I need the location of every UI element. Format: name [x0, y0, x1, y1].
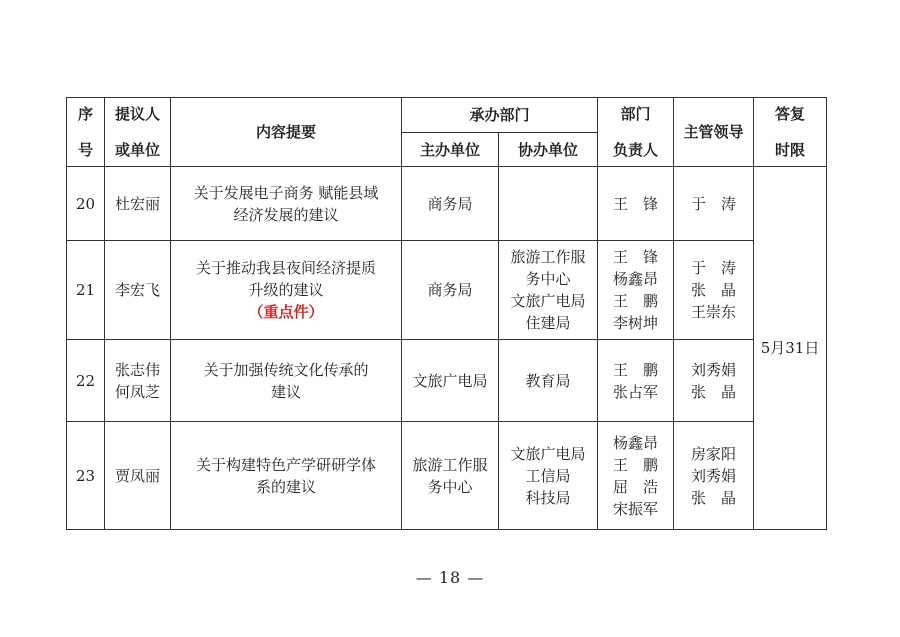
row-number: 23	[67, 422, 105, 530]
dept-head-cell: 王 锋 杨鑫昂 王 鹏 李树坤	[598, 241, 674, 340]
dept-head-cell: 王 鹏 张占军	[598, 340, 674, 422]
dept-head-cell: 杨鑫昂 王 鹏 屈 浩 宋振军	[598, 422, 674, 530]
content-cell: 关于推动我县夜间经济提质 升级的建议 （重点件）	[171, 241, 402, 340]
proposer-cell: 贾凤丽	[105, 422, 171, 530]
table-row	[67, 167, 827, 241]
key-item-badge: （重点件）	[248, 303, 324, 321]
header-reply-deadline: 答复 时限	[754, 98, 827, 167]
table-row	[67, 422, 827, 530]
proposer-cell: 杜宏丽	[105, 167, 171, 241]
row-number: 22	[67, 340, 105, 422]
main-unit-cell: 旅游工作服 务中心	[402, 422, 499, 530]
main-unit-cell: 商务局	[402, 167, 499, 241]
reply-deadline-cell: 5月31日	[754, 167, 827, 530]
header-dept-head: 部门 负责人	[598, 98, 674, 167]
assist-unit-cell	[499, 167, 598, 241]
header-handling-dept: 承办部门	[402, 98, 598, 133]
leader-cell: 于 涛 张 晶 王崇东	[674, 241, 754, 340]
assist-unit-cell: 文旅广电局 工信局 科技局	[499, 422, 598, 530]
header-seq: 序 号	[67, 98, 105, 167]
leader-cell: 于 涛	[674, 167, 754, 241]
table-row	[67, 241, 827, 340]
leader-cell: 房家阳 刘秀娟 张 晶	[674, 422, 754, 530]
table-row	[67, 340, 827, 422]
dept-head-cell: 王 锋	[598, 167, 674, 241]
header-assist-unit: 协办单位	[499, 133, 598, 167]
content-cell: 关于加强传统文化传承的 建议	[171, 340, 402, 422]
content-cell: 关于构建特色产学研研学体 系的建议	[171, 422, 402, 530]
main-unit-cell: 文旅广电局	[402, 340, 499, 422]
leader-cell: 刘秀娟 张 晶	[674, 340, 754, 422]
proposer-cell: 张志伟 何凤芝	[105, 340, 171, 422]
row-number: 21	[67, 241, 105, 340]
content-cell: 关于发展电子商务 赋能县域 经济发展的建议	[171, 167, 402, 241]
proposal-table	[66, 97, 827, 530]
header-main-unit: 主办单位	[402, 133, 499, 167]
proposer-cell: 李宏飞	[105, 241, 171, 340]
assist-unit-cell: 旅游工作服 务中心 文旅广电局 住建局	[499, 241, 598, 340]
assist-unit-cell: 教育局	[499, 340, 598, 422]
page-number: — 18 —	[415, 568, 485, 587]
row-number: 20	[67, 167, 105, 241]
header-content: 内容提要	[171, 98, 402, 167]
header-leader: 主管领导	[674, 98, 754, 167]
main-unit-cell: 商务局	[402, 241, 499, 340]
header-proposer: 提议人 或单位	[105, 98, 171, 167]
